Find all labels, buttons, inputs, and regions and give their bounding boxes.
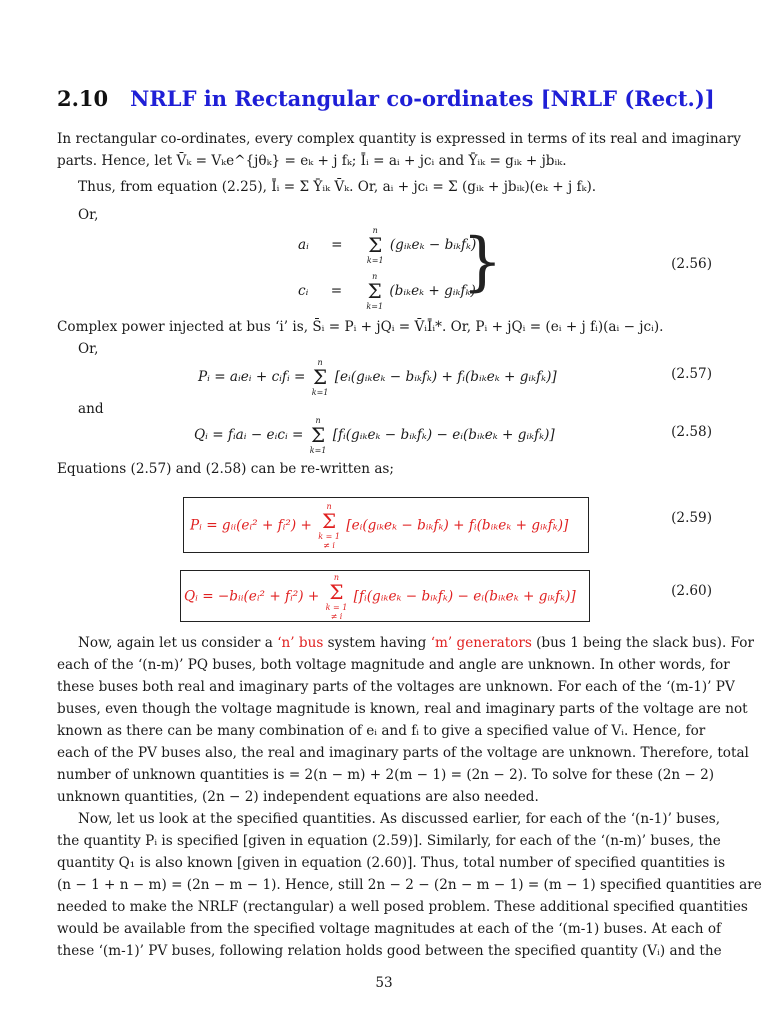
para2-line-7: these ‘(m-1)’ PV buses, following relation holds good between the specified quantity (Vᵢ) and the bbox=[57, 943, 722, 959]
rewritten-text: Equations (2.57) and (2.58) can be re-written as; bbox=[57, 461, 394, 477]
equation-number-2-60: (2.60) bbox=[671, 583, 712, 599]
equation-number-2-56: (2.56) bbox=[671, 256, 712, 272]
or-label-1: Or, bbox=[78, 207, 99, 223]
summation-symbol: n Σ k=1 bbox=[366, 272, 384, 311]
intro-line-3: Thus, from equation (2.25), Īᵢ = Σ Ȳᵢₖ V̄ₖ. Or, aᵢ + jcᵢ = Σ (gᵢₖ + jbᵢₖ)(eₖ + j fₖ). bbox=[78, 179, 597, 195]
para2-line-1: Now, let us look at the specified quantities. As discussed earlier, for each of the ‘(n-1)’ buses, bbox=[78, 811, 721, 827]
para2-line-3: quantity Q₁ is also known [given in equation (2.60)]. Thus, total number of specified quantities is bbox=[57, 855, 726, 871]
equation-2-60 bbox=[184, 573, 576, 621]
eq256-a-lhs: aᵢ bbox=[298, 237, 309, 253]
section-number: 2.10 bbox=[57, 86, 109, 111]
para1-line-7: number of unknown quantities is = 2(n − m) + 2(m − 1) = (2n − 2). To solve for these (2n − 2) bbox=[57, 767, 715, 783]
eq259-lhs: Pᵢ = gᵢᵢ(eᵢ² + fᵢ²) + bbox=[190, 517, 312, 534]
equation-2-58 bbox=[194, 416, 555, 455]
equation-2-57 bbox=[198, 358, 557, 397]
para1-line-8: unknown quantities, (2n − 2) independent equations are also needed. bbox=[57, 789, 539, 805]
para1-line-2: each of the ‘(n-m)’ PQ buses, both voltage magnitude and angle are unknown. In other words, for bbox=[57, 657, 730, 673]
equation-number-2-59: (2.59) bbox=[671, 510, 712, 526]
eq260-rhs: [fᵢ(gᵢₖeₖ − bᵢₖfₖ) − eᵢ(bᵢₖeₖ + gᵢₖfₖ)] bbox=[353, 588, 576, 605]
intro-line-2: parts. Hence, let V̄ₖ = Vₖe^{jθₖ} = eₖ + j fₖ; Īᵢ = aᵢ + jcᵢ and Ȳᵢₖ = gᵢₖ + jbᵢₖ. bbox=[57, 153, 567, 169]
eq256-c-lhs: cᵢ bbox=[298, 283, 309, 299]
para2-line-4: (n − 1 + n − m) = (2n − m − 1). Hence, still 2n − 2 − (2n − m − 1) = (m − 1) specified quantities are bbox=[57, 877, 762, 893]
section-title: NRLF in Rectangular co-ordinates [NRLF (Rect.)] bbox=[130, 86, 715, 111]
para1-line-1: Now, again let us consider a ‘n’ bus system having ‘m’ generators (bus 1 being the slack bus). For bbox=[78, 635, 754, 651]
equation-number-2-57: (2.57) bbox=[671, 366, 712, 382]
eq256-c-rhs: (bᵢₖeₖ + gᵢₖfₖ) bbox=[389, 283, 476, 299]
m-generators-highlight: ‘m’ generators bbox=[430, 635, 532, 651]
summation-symbol: n Σ k=1 bbox=[311, 358, 329, 397]
para1-line-5: known as there can be many combination of eᵢ and fᵢ to give a specified value of Vᵢ. Hence, for bbox=[57, 723, 706, 739]
equation-2-56-a: aᵢ = n Σ k=1 (gᵢₖeₖ − bᵢₖfₖ) bbox=[298, 226, 477, 265]
right-brace: } bbox=[462, 225, 503, 299]
eq257-lhs: Pᵢ = aᵢeᵢ + cᵢfᵢ = bbox=[198, 369, 306, 385]
para2-line-2: the quantity Pᵢ is specified [given in equation (2.59)]. Similarly, for each of the ‘(n-m)’ buses, the bbox=[57, 833, 721, 849]
equation-2-56-c: cᵢ = n Σ k=1 (bᵢₖeₖ + gᵢₖfₖ) bbox=[298, 272, 476, 311]
para2-line-6: would be available from the specified voltage magnitudes at each of the ‘(m-1) buses. At each of bbox=[57, 921, 722, 937]
equation-number-2-58: (2.58) bbox=[671, 424, 712, 440]
eq258-rhs: [fᵢ(gᵢₖeₖ − bᵢₖfₖ) − eᵢ(bᵢₖeₖ + gᵢₖfₖ)] bbox=[332, 427, 555, 443]
or-label-2: Or, bbox=[78, 341, 99, 357]
para1-line-3: these buses both real and imaginary parts of the voltages are unknown. For each of the ‘(m-1)’ PV bbox=[57, 679, 735, 695]
complex-power-text: Complex power injected at bus ‘i’ is, S̄ᵢ = Pᵢ + jQᵢ = V̄ᵢĪᵢ*. Or, Pᵢ + jQᵢ = (eᵢ + j fᵢ)(aᵢ − jcᵢ). bbox=[57, 319, 664, 335]
and-label: and bbox=[78, 401, 104, 417]
para2-line-5: needed to make the NRLF (rectangular) a well posed problem. These additional specified quantities bbox=[57, 899, 748, 915]
para1-line-6: each of the PV buses also, the real and imaginary parts of the voltage are unknown. Therefore, total bbox=[57, 745, 749, 761]
eq258-lhs: Qᵢ = fᵢaᵢ − eᵢcᵢ = bbox=[194, 427, 304, 443]
summation-symbol: n Σ k = 1 ≠ i bbox=[325, 573, 348, 621]
eq259-rhs: [eᵢ(gᵢₖeₖ − bᵢₖfₖ) + fᵢ(bᵢₖeₖ + gᵢₖfₖ)] bbox=[346, 517, 569, 534]
intro-line-1: In rectangular co-ordinates, every complex quantity is expressed in terms of its real and imaginary bbox=[57, 131, 741, 147]
summation-symbol: n Σ k=1 bbox=[309, 416, 327, 455]
eq256-a-rhs: (gᵢₖeₖ − bᵢₖfₖ) bbox=[389, 237, 477, 253]
para1-line-4: buses, even though the voltage magnitude is known, real and imaginary parts of the voltage are not bbox=[57, 701, 748, 717]
summation-symbol: n Σ k=1 bbox=[366, 226, 384, 265]
eq260-lhs: Qᵢ = −bᵢᵢ(eᵢ² + fᵢ²) + bbox=[184, 588, 320, 605]
equation-2-59 bbox=[190, 502, 568, 550]
eq257-rhs: [eᵢ(gᵢₖeₖ − bᵢₖfₖ) + fᵢ(bᵢₖeₖ + gᵢₖfₖ)] bbox=[334, 369, 557, 385]
n-bus-highlight: ‘n’ bus bbox=[277, 635, 324, 651]
page-number: 53 bbox=[375, 975, 393, 991]
section-heading bbox=[57, 86, 715, 111]
summation-symbol: n Σ k = 1 ≠ i bbox=[318, 502, 340, 550]
